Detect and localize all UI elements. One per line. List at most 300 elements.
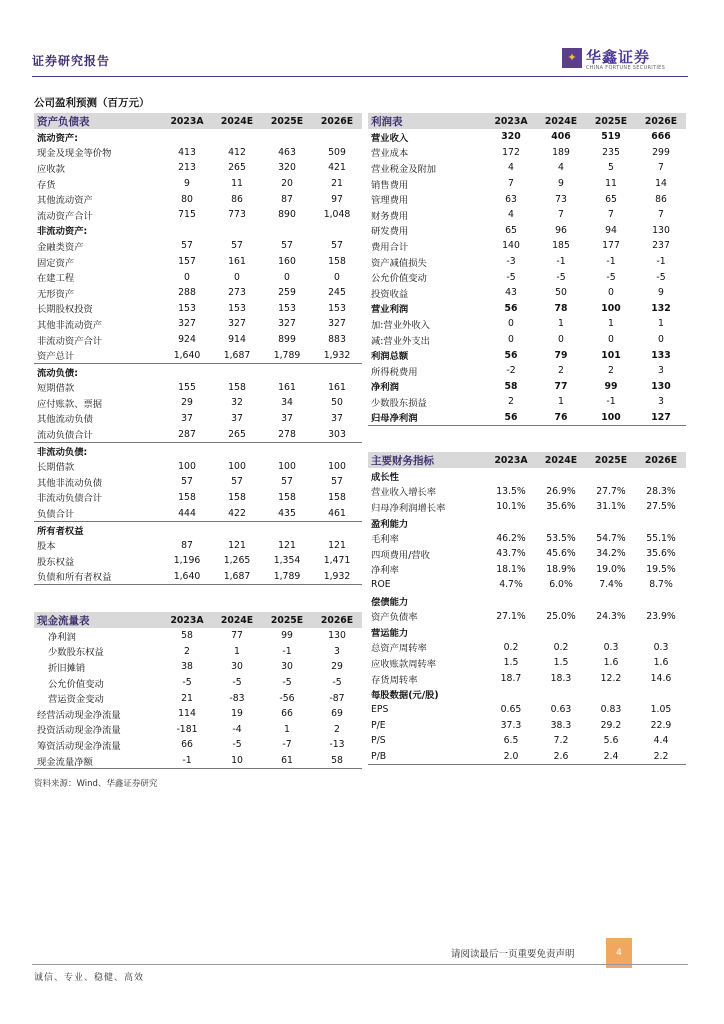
cell-value: 14.6: [650, 673, 672, 685]
cell-value: -5: [556, 271, 566, 283]
cell-value: [162, 442, 212, 458]
row-label: EPS: [371, 704, 389, 716]
table-row: [368, 624, 686, 640]
cell-value: 1,265: [223, 555, 251, 567]
cell-value: 2: [334, 723, 340, 735]
row-label: 其他非流动资产: [37, 319, 103, 331]
footer-divider: [32, 964, 688, 965]
cell-value: 287: [162, 426, 212, 442]
cell-value: 86: [655, 193, 667, 205]
cell-value: 140: [502, 240, 520, 252]
year-header: 2026E: [636, 113, 686, 129]
cell-value: 94: [605, 224, 617, 236]
cell-value: [586, 468, 636, 484]
cell-value: 19.5%: [646, 563, 676, 575]
cell-value: 29.2: [600, 719, 622, 731]
cell-value: 38.3: [550, 719, 572, 731]
cell-value: 1.6: [603, 657, 619, 669]
cell-value: 5: [608, 162, 614, 174]
cell-value: 237: [652, 240, 670, 252]
cell-value: 327: [228, 318, 246, 330]
cell-value: 0: [184, 271, 190, 283]
cell-value: 127: [636, 410, 686, 426]
row-label: P/B: [368, 749, 486, 765]
row-label: 营业税金及附加: [371, 163, 437, 175]
table-row: [368, 749, 686, 765]
cell-value: 773: [228, 209, 246, 221]
cell-value: 57: [181, 476, 193, 488]
cell-value: 11: [605, 178, 617, 190]
row-label: 毛利率: [371, 534, 399, 546]
cell-value: 57: [281, 240, 293, 252]
cell-value: 158: [178, 491, 196, 503]
cell-value: 461: [312, 505, 362, 521]
cell-value: 29: [181, 397, 193, 409]
table-row: [368, 301, 686, 317]
table-row: [368, 347, 686, 363]
cell-value: 327: [328, 318, 346, 330]
cell-value: [636, 468, 686, 484]
cell-value: 35.6%: [646, 548, 676, 560]
cell-value: [312, 129, 362, 145]
cell-value: [586, 624, 636, 640]
cell-value: 158: [328, 256, 346, 268]
cell-value: 161: [228, 256, 246, 268]
cell-value: 34: [281, 397, 293, 409]
cell-value: 63: [505, 193, 517, 205]
row-label: 现金及现金等价物: [37, 148, 112, 160]
row-label: 财务费用: [371, 210, 409, 222]
cell-value: 58: [312, 753, 362, 769]
cell-value: [312, 521, 362, 537]
cell-value: 53.5%: [546, 532, 576, 544]
row-label: P/E: [371, 719, 386, 731]
cell-value: 259: [278, 287, 296, 299]
cell-value: 0.3: [653, 641, 669, 653]
cell-value: [212, 521, 262, 537]
row-label: 非流动资产合计: [37, 335, 103, 347]
cell-value: 121: [328, 539, 346, 551]
cell-value: [262, 363, 312, 379]
table-row: [34, 490, 362, 506]
cell-value: 57: [331, 476, 343, 488]
table-row: [368, 515, 686, 531]
cell-value: 2.0: [486, 749, 536, 765]
cell-value: 519: [601, 131, 621, 143]
cell-value: 6.5: [503, 735, 519, 747]
cell-value: [486, 593, 536, 609]
year-header: 2025E: [586, 113, 636, 129]
cell-value: -5: [232, 739, 242, 751]
income-statement-table: [368, 113, 686, 426]
table-row: [34, 160, 362, 176]
table-row: [34, 207, 362, 223]
cell-value: 7: [658, 162, 664, 174]
cell-value: 1.5: [503, 657, 519, 669]
cell-value: 80: [181, 193, 193, 205]
cell-value: 2.6: [536, 749, 586, 765]
table-row: [34, 706, 362, 722]
cell-value: 79: [554, 349, 568, 361]
row-label: 现金流量净额: [34, 753, 162, 769]
cell-value: 3: [658, 396, 664, 408]
cell-value: 76: [536, 410, 586, 426]
cell-value: 34.2%: [596, 548, 626, 560]
cell-value: 56: [504, 302, 518, 314]
table-row: [34, 505, 362, 521]
table-title: 主要财务指标: [368, 452, 486, 468]
cell-value: 20: [281, 178, 293, 190]
cell-value: [162, 129, 212, 145]
cell-value: 65: [605, 193, 617, 205]
cell-value: 278: [262, 426, 312, 442]
cell-value: [486, 624, 536, 640]
row-label: 公允价值变动: [371, 273, 427, 285]
header-divider: [32, 76, 688, 77]
table-row: [368, 530, 686, 546]
table-row: [34, 458, 362, 474]
cell-value: -5: [506, 271, 516, 283]
row-label: 减:营业外支出: [371, 335, 430, 347]
cell-value: -7: [282, 739, 292, 751]
cell-value: 1: [284, 723, 290, 735]
table-row: [368, 332, 686, 348]
cell-value: 130: [651, 380, 671, 392]
cell-value: 31.1%: [596, 501, 626, 513]
cell-value: 50: [331, 397, 343, 409]
cell-value: 45.6%: [546, 548, 576, 560]
table-header-row: [368, 452, 686, 468]
cell-value: 422: [212, 505, 262, 521]
row-label: 流动资产合计: [37, 210, 93, 222]
cell-value: 77: [231, 630, 243, 642]
cell-value: 18.9%: [546, 563, 576, 575]
cell-value: 18.3: [550, 673, 572, 685]
cell-value: [212, 363, 262, 379]
row-label: 加:营业外收入: [371, 319, 430, 331]
cell-value: 1,640: [162, 569, 212, 585]
table-header-row: [34, 612, 362, 628]
cell-value: 97: [331, 193, 343, 205]
row-label: 无形资产: [37, 288, 75, 300]
cell-value: 413: [178, 146, 196, 158]
cell-value: 56: [486, 410, 536, 426]
cell-value: 288: [178, 287, 196, 299]
cell-value: 1,789: [262, 347, 312, 363]
year-header: 2023A: [486, 452, 536, 468]
row-label: 资产负债率: [371, 612, 418, 624]
cell-value: [486, 686, 536, 702]
table-row: [34, 301, 362, 317]
cell-value: -5: [332, 677, 342, 689]
cell-value: [536, 593, 586, 609]
cell-value: 157: [178, 256, 196, 268]
table-row: [34, 363, 362, 379]
cell-value: 2.4: [586, 749, 636, 765]
cell-value: [312, 442, 362, 458]
table-row: [368, 499, 686, 515]
cell-value: 65: [505, 224, 517, 236]
row-label: 净利率: [371, 565, 399, 577]
cell-value: 99: [281, 630, 293, 642]
cell-value: 172: [502, 146, 520, 158]
table-row: [34, 722, 362, 738]
cell-value: 9: [558, 178, 564, 190]
cell-value: 2.2: [636, 749, 686, 765]
table-row: [368, 655, 686, 671]
cell-value: 153: [278, 302, 296, 314]
cell-value: 121: [278, 539, 296, 551]
cell-value: 0: [508, 318, 514, 330]
table-row: [34, 347, 362, 363]
cell-value: 299: [652, 146, 670, 158]
cell-value: 155: [178, 381, 196, 393]
year-header: 2026E: [312, 612, 362, 628]
cell-value: 273: [228, 287, 246, 299]
cell-value: 153: [328, 302, 346, 314]
row-label: 非流动资产:: [37, 226, 88, 238]
cell-value: 56: [504, 349, 518, 361]
cell-value: [162, 223, 212, 239]
cell-value: 327: [178, 318, 196, 330]
cell-value: 19: [231, 708, 243, 720]
cell-value: 421: [328, 162, 346, 174]
footer-motto: 诚信、专业、稳健、高效: [34, 973, 145, 983]
row-label: 净利润: [371, 382, 399, 394]
table-row: [368, 285, 686, 301]
cell-value: 1,932: [312, 347, 362, 363]
cell-value: 320: [501, 131, 521, 143]
row-label: 费用合计: [371, 241, 409, 253]
table-row: [34, 521, 362, 537]
cell-value: 100: [228, 460, 246, 472]
year-header: 2025E: [586, 452, 636, 468]
cell-value: 1: [658, 318, 664, 330]
cell-value: 2: [558, 365, 564, 377]
cell-value: 43.7%: [496, 548, 526, 560]
cell-value: -1: [162, 753, 212, 769]
row-label: 长期借款: [37, 462, 75, 474]
cell-value: 27.7%: [596, 485, 626, 497]
cell-value: 46.2%: [496, 532, 526, 544]
cell-value: -87: [329, 692, 345, 704]
cell-value: -5: [656, 271, 666, 283]
cell-value: [262, 521, 312, 537]
table-row: [34, 675, 362, 691]
cell-value: 1: [234, 645, 240, 657]
cell-value: 7.2: [553, 735, 569, 747]
cell-value: [162, 521, 212, 537]
cell-value: 235: [602, 146, 620, 158]
cell-value: 509: [328, 146, 346, 158]
row-label: 四项费用/营收: [371, 549, 430, 561]
table-row: [368, 145, 686, 161]
year-header: 2026E: [312, 113, 362, 129]
cell-value: 35.6%: [546, 501, 576, 513]
row-label: 流动负债:: [37, 367, 78, 379]
cell-value: 1.5: [553, 657, 569, 669]
cell-value: 18.7: [500, 673, 522, 685]
cell-value: 7: [608, 209, 614, 221]
row-label: 股本: [37, 541, 56, 553]
cell-value: -13: [329, 739, 345, 751]
cell-value: 435: [262, 505, 312, 521]
cell-value: 23.9%: [646, 610, 676, 622]
cell-value: 19.0%: [596, 563, 626, 575]
cell-value: 7.4%: [599, 579, 623, 591]
row-label: 归母净利润增长率: [371, 502, 446, 514]
cell-value: 11: [231, 178, 243, 190]
report-header-title: 证券研究报告: [32, 54, 111, 68]
cell-value: 0.2: [503, 641, 519, 653]
row-label: 应收账款周转率: [371, 658, 437, 670]
cell-value: [212, 129, 262, 145]
cell-value: 320: [278, 162, 296, 174]
cell-value: 715: [178, 209, 196, 221]
cell-value: 57: [331, 240, 343, 252]
row-label: 所有者权益: [37, 525, 84, 537]
row-label: 管理费用: [371, 195, 409, 207]
row-label: 总资产周转率: [371, 643, 427, 655]
row-label: 折旧摊销: [48, 662, 86, 674]
cell-value: 0.3: [603, 641, 619, 653]
table-row: [34, 426, 362, 442]
table-row: [368, 562, 686, 578]
row-label: 应收款: [37, 163, 65, 175]
cell-value: 100: [601, 302, 621, 314]
cell-value: 24.3%: [596, 610, 626, 622]
row-label: 流动资产:: [37, 132, 78, 144]
cell-value: 1: [558, 318, 564, 330]
row-label: 营业收入增长率: [371, 487, 437, 499]
cell-value: 22.9: [650, 719, 672, 731]
cell-value: 6.0%: [549, 579, 573, 591]
cell-value: 100: [178, 460, 196, 472]
table-row: [34, 223, 362, 239]
table-row: [34, 129, 362, 145]
year-header: 2025E: [262, 612, 312, 628]
cell-value: 10: [212, 753, 262, 769]
cell-value: 0.83: [600, 704, 622, 716]
cell-value: 3: [334, 645, 340, 657]
cell-value: [212, 223, 262, 239]
cell-value: 1.05: [650, 704, 672, 716]
year-header: 2023A: [162, 612, 212, 628]
cell-value: 890: [278, 209, 296, 221]
cell-value: 96: [555, 224, 567, 236]
cell-value: [312, 363, 362, 379]
row-label: 负债合计: [34, 505, 162, 521]
cell-value: 87: [281, 193, 293, 205]
row-label: 少数股东权益: [48, 647, 104, 659]
row-label: 非流动负债:: [37, 446, 88, 458]
cell-value: 5.6: [603, 735, 619, 747]
cell-value: -83: [229, 692, 245, 704]
cell-value: 1,354: [273, 555, 301, 567]
financial-ratios-table: [368, 452, 686, 765]
cell-value: 2: [184, 645, 190, 657]
cell-value: 153: [228, 302, 246, 314]
disclaimer-text: 请阅读最后一页重要免责声明: [451, 949, 575, 960]
table-row: [34, 537, 362, 553]
cell-value: 4: [508, 209, 514, 221]
table-row: [34, 285, 362, 301]
row-label: 其他流动资产: [37, 195, 93, 207]
cell-value: 101: [601, 349, 621, 361]
row-label: 其他非流动负债: [37, 477, 103, 489]
year-header: 2024E: [536, 113, 586, 129]
cell-value: 66: [281, 708, 293, 720]
row-label: 投资活动现金净流量: [37, 725, 121, 737]
cell-value: 8.7%: [649, 579, 673, 591]
cell-value: 0: [284, 271, 290, 283]
row-label: 在建工程: [37, 273, 75, 285]
cell-value: 25.0%: [546, 610, 576, 622]
row-label: 营运资金变动: [48, 694, 104, 706]
logo-mark-icon: ✦: [562, 48, 582, 68]
cell-value: 161: [328, 381, 346, 393]
table-row: [368, 702, 686, 718]
row-label: 每股数据(元/股): [371, 690, 439, 702]
cell-value: 2: [508, 396, 514, 408]
cell-value: [636, 593, 686, 609]
table-row: [34, 644, 362, 660]
cell-value: 14: [655, 178, 667, 190]
cell-value: 245: [328, 287, 346, 299]
cell-value: 26.9%: [546, 485, 576, 497]
cell-value: 37.3: [500, 719, 522, 731]
row-label: 少数股东损益: [371, 397, 427, 409]
cell-value: 57: [231, 476, 243, 488]
cell-value: 7: [558, 209, 564, 221]
table-row: [368, 316, 686, 332]
table-row: [34, 254, 362, 270]
table-row: [368, 484, 686, 500]
cell-value: [536, 468, 586, 484]
cash-flow-table: [34, 612, 362, 769]
cell-value: [162, 363, 212, 379]
cell-value: 0: [608, 287, 614, 299]
cell-value: 213: [178, 162, 196, 174]
cell-value: 37: [331, 412, 343, 424]
row-label: 营业成本: [371, 148, 409, 160]
cell-value: 265: [228, 162, 246, 174]
cell-value: 37: [231, 412, 243, 424]
logo-text: 华鑫证券: [586, 48, 651, 66]
row-label: 公允价值变动: [48, 678, 104, 690]
table-row: [34, 411, 362, 427]
cell-value: 158: [228, 381, 246, 393]
year-header: 2024E: [212, 612, 262, 628]
cell-value: -4: [232, 723, 242, 735]
row-label: 存货: [37, 179, 56, 191]
cell-value: 100: [278, 460, 296, 472]
cell-value: 43: [505, 287, 517, 299]
cell-value: 914: [228, 334, 246, 346]
table-row: [368, 546, 686, 562]
table-row: [368, 593, 686, 609]
cell-value: 3: [658, 365, 664, 377]
cell-value: 0: [658, 334, 664, 346]
table-row: [368, 379, 686, 395]
cell-value: 9: [658, 287, 664, 299]
cell-value: 78: [554, 302, 568, 314]
cell-value: 37: [181, 412, 193, 424]
cell-value: 99: [604, 380, 618, 392]
row-label: 归母净利润: [368, 410, 486, 426]
row-label: 偿债能力: [371, 596, 409, 608]
table-row: [368, 394, 686, 410]
